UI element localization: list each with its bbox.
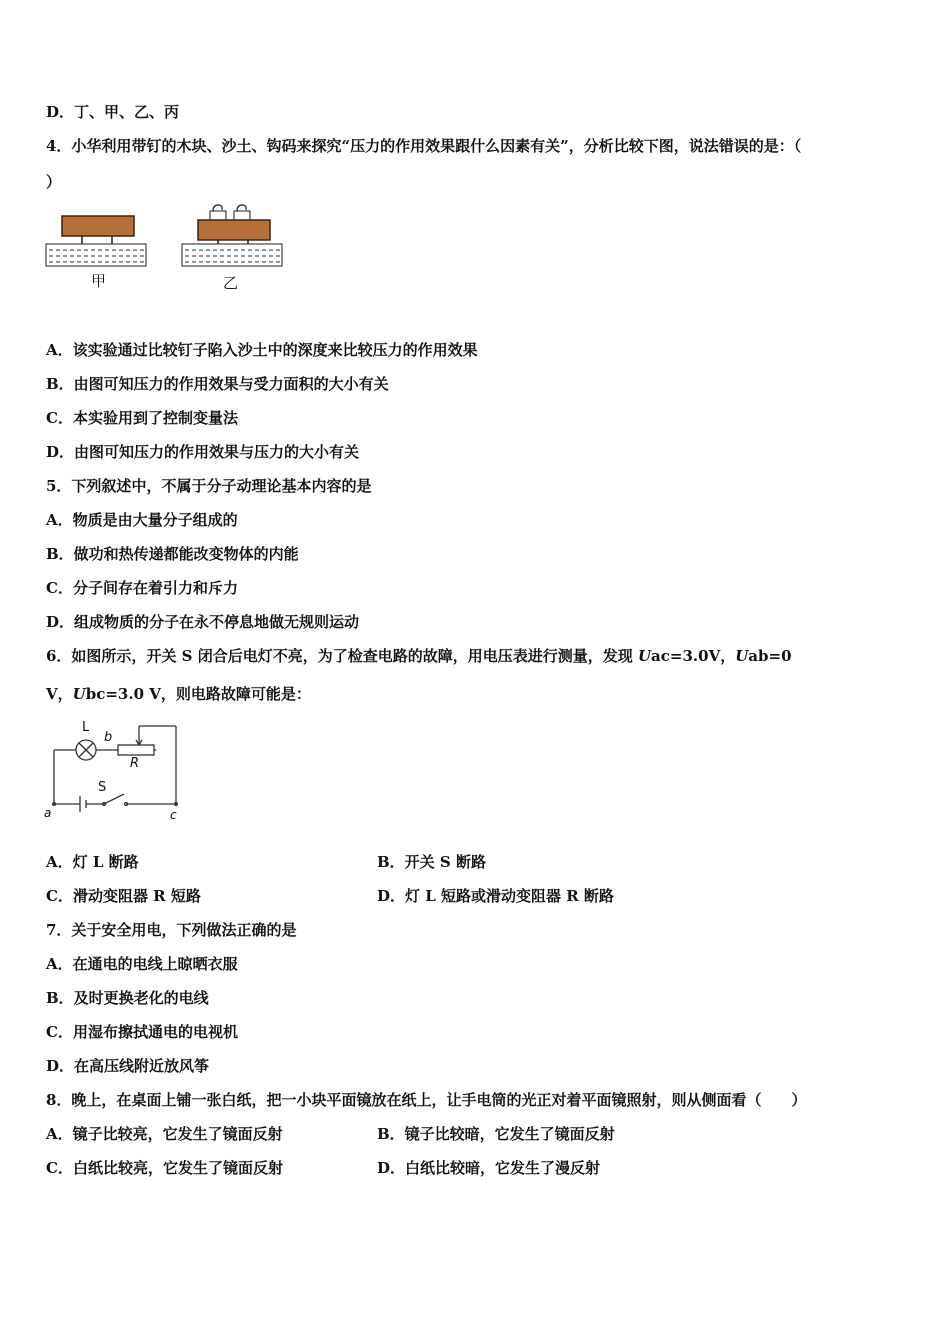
q3-option-d: D．丁、甲、乙、丙: [46, 103, 180, 121]
q4-figure: [44, 200, 289, 295]
q4-option-d: D．由图可知压力的作用效果与压力的大小有关: [46, 443, 360, 461]
circuit-label-S: S: [98, 780, 107, 795]
circuit-label-L: L: [82, 720, 90, 735]
q8-option-d: D．白纸比较暗，它发生了漫反射: [377, 1159, 601, 1177]
q6-stem-line2: V，Ubc=3.0 V，则电路故障可能是：: [46, 685, 311, 703]
circuit-svg: [44, 716, 189, 826]
q5-option-a: A．物质是由大量分子组成的: [46, 511, 238, 529]
q4-figure-svg: [44, 200, 289, 295]
q5-option-d: D．组成物质的分子在永不停息地做无规则运动: [46, 613, 360, 631]
q8-stem: 8．晚上，在桌面上铺一张白纸，把一小块平面镜放在纸上，让手电筒的光正对着平面镜照射，则从侧面看（ ）: [46, 1091, 807, 1109]
q6-option-d: D．灯 L 短路或滑动变阻器 R 断路: [377, 887, 614, 905]
q5-option-b: B．做功和热传递都能改变物体的内能: [46, 545, 299, 563]
figure-yi: [182, 205, 282, 266]
q4-option-c: C．本实验用到了控制变量法: [46, 409, 238, 427]
circuit-label-a: a: [44, 806, 52, 820]
q6-stem-line1: 6．如图所示，开关 S 闭合后电灯不亮，为了检查电路的故障，用电压表进行测量，发现 Uac=3.0V，Uab=0: [46, 647, 792, 665]
q4-stem-line1: 4．小华利用带钉的木块、沙土、钩码来探究“压力的作用效果跟什么因素有关”，分析比较下图，说法错误的是：（: [46, 137, 802, 155]
q7-option-a: A．在通电的电线上晾晒衣服: [46, 955, 238, 973]
circuit-label-R: R: [130, 756, 140, 771]
q7-option-c: C．用湿布擦拭通电的电视机: [46, 1023, 238, 1041]
q8-option-a: A．镜子比较亮，它发生了镜面反射: [46, 1125, 283, 1143]
q6-option-a: A．灯 L 断路: [46, 853, 139, 871]
q6-option-c: C．滑动变阻器 R 短路: [46, 887, 201, 905]
q4-option-b: B．由图可知压力的作用效果与受力面积的大小有关: [46, 375, 389, 393]
q4-option-a: A．该实验通过比较钉子陷入沙土中的深度来比较压力的作用效果: [46, 341, 478, 359]
figure-label-jia: 甲: [91, 272, 107, 290]
q7-option-b: B．及时更换老化的电线: [46, 989, 209, 1007]
q7-stem: 7．关于安全用电，下列做法正确的是: [46, 921, 297, 939]
q5-stem: 5．下列叙述中，不属于分子动理论基本内容的是: [46, 477, 372, 495]
figure-label-yi: 乙: [223, 274, 239, 292]
q5-option-c: C．分子间存在着引力和斥力: [46, 579, 238, 597]
q8-option-c: C．白纸比较亮，它发生了镜面反射: [46, 1159, 283, 1177]
q6-option-b: B．开关 S 断路: [377, 853, 486, 871]
figure-jia: [46, 216, 146, 266]
q6-circuit: [44, 716, 189, 826]
circuit-label-b: b: [104, 730, 113, 745]
q8-option-b: B．镜子比较暗，它发生了镜面反射: [377, 1125, 615, 1143]
q7-option-d: D．在高压线附近放风筝: [46, 1057, 210, 1075]
q4-stem-line2: ）: [46, 173, 62, 191]
circuit-label-c: c: [170, 808, 177, 822]
